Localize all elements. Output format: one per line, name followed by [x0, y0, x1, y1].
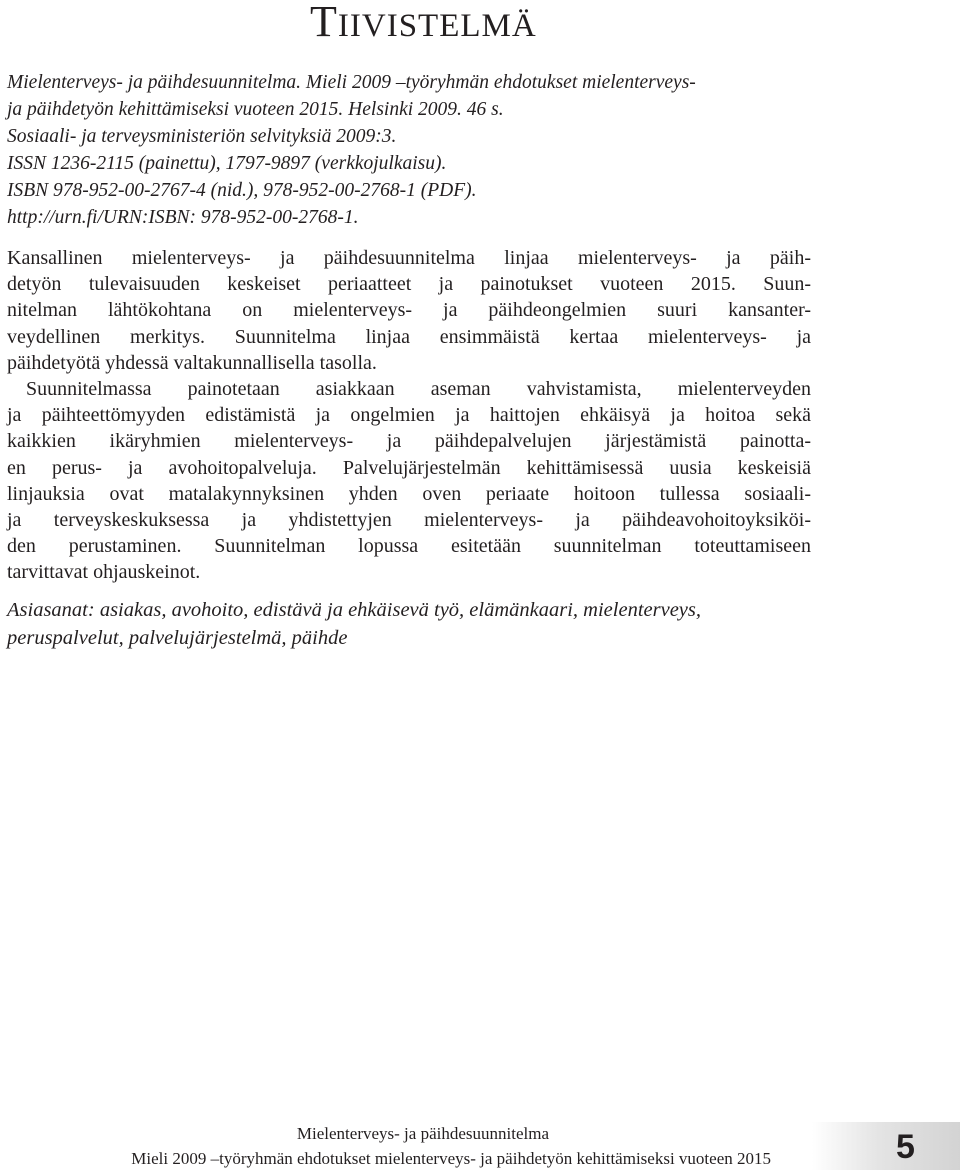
citation-line: ISSN 1236-2115 (painettu), 1797-9897 (verkkojulkaisu). — [7, 153, 447, 175]
abstract-line: veydellinen merkitys. Suunnitelma linjaa ensimmäistä kertaa mielenterveys- ja — [7, 325, 811, 348]
abstract-line: en perus- ja avohoitopalveluja. Palvelujärjestelmän kehittämisessä uusia keskeisiä — [7, 456, 811, 479]
page-title-rest: IIVISTELMÄ — [337, 8, 537, 44]
footer-publication-title: Mieli 2009 –työryhmän ehdotukset mielenterveys- ja päihdetyön kehittämiseksi vuoteen 2015 — [131, 1149, 771, 1168]
keywords-line: Asiasanat: asiakas, avohoito, edistävä ja ehkäisevä työ, elämänkaari, mielenterveys, — [7, 599, 701, 621]
abstract-line: kaikkien ikäryhmien mielenterveys- ja päihdepalvelujen järjestämistä painotta- — [7, 430, 811, 453]
footer-series-title: Mielenterveys- ja päihdesuunnitelma — [296, 1124, 549, 1143]
keywords — [7, 596, 817, 652]
abstract-line: Kansallinen mielenterveys- ja päihdesuunnitelma linjaa mielenterveys- ja päih- — [7, 247, 811, 269]
abstract-line: linjauksia ovat matalakynnyksinen yhden oven periaate hoitoon tullessa sosiaali- — [7, 482, 811, 505]
abstract-line: Suunnitelmassa painotetaan asiakkaan aseman vahvistamista, mielenterveyden — [26, 378, 811, 401]
keywords-line: peruspalvelut, palvelujärjestelmä, päihde — [7, 627, 348, 649]
abstract-line: päihdetyötä yhdessä valtakunnallisella tasolla. — [7, 351, 377, 374]
page-title — [310, 0, 537, 48]
abstract-line: tarvittavat ohjauskeinot. — [7, 561, 201, 584]
abstract-line: nitelman lähtökohtana on mielenterveys- ja päihdeongelmien suuri kansanter- — [7, 299, 811, 322]
abstract-line: ja terveyskeskuksessa ja yhdistettyjen mielenterveys- ja päihdeavohoitoyksiköi- — [7, 509, 811, 532]
citation-line: Mielenterveys- ja päihdesuunnitelma. Mieli 2009 –työryhmän ehdotukset mielenterveys- — [7, 72, 696, 93]
abstract-line: detyön tulevaisuuden keskeiset periaatteet ja painotukset vuoteen 2015. Suun- — [7, 273, 811, 296]
abstract-line: ja päihteettömyyden edistämistä ja ongelmien ja haittojen ehkäisyä ja hoitoa sekä — [7, 404, 811, 427]
citation-line: ja päihdetyön kehittämiseksi vuoteen 2015. Helsinki 2009. 46 s. — [7, 99, 504, 121]
citation-line: ISBN 978-952-00-2767-4 (nid.), 978-952-00-2768-1 (PDF). — [7, 180, 477, 202]
citation-url-line: http://urn.fi/URN:ISBN: 978-952-00-2768-1. — [7, 207, 359, 229]
abstract-paragraph — [7, 376, 811, 586]
abstract-line: den perustaminen. Suunnitelman lopussa esitetään suunnitelman toteuttamiseen — [7, 535, 811, 558]
abstract-body — [7, 245, 811, 586]
citation-line: Sosiaali- ja terveysministeriön selvityksiä 2009:3. — [7, 126, 397, 148]
bibliographic-citation — [7, 69, 817, 232]
page-number: 5 — [896, 1128, 915, 1166]
page-title-initial: T — [310, 0, 338, 46]
page-number-tab — [812, 1122, 960, 1170]
abstract-paragraph — [7, 245, 811, 376]
